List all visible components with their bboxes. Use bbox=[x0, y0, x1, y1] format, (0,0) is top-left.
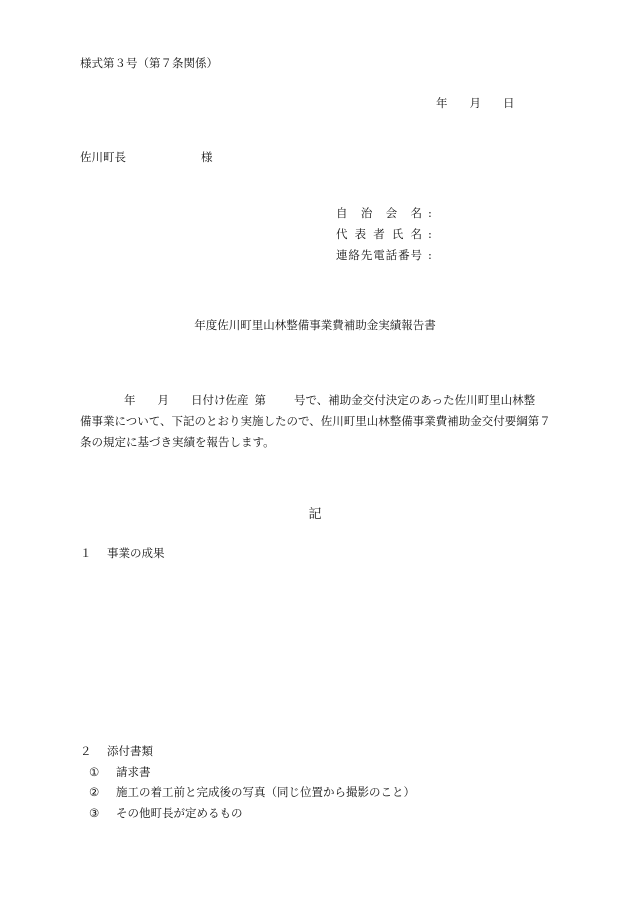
section-results bbox=[80, 548, 165, 560]
sender-row-phone bbox=[336, 250, 432, 271]
colon: : bbox=[428, 227, 432, 241]
form-number: 様式第３号（第７条関係） bbox=[80, 56, 218, 70]
sender-block bbox=[336, 208, 432, 271]
colon: : bbox=[428, 248, 432, 262]
document-title: 年度佐川町里山林整備事業費補助金実績報告書 bbox=[194, 318, 436, 332]
section-number: １ bbox=[80, 546, 92, 560]
colon: : bbox=[428, 206, 432, 220]
item-mark: ② bbox=[89, 785, 100, 799]
section-attachments bbox=[80, 746, 153, 758]
attachment-item bbox=[89, 808, 243, 820]
section-number: ２ bbox=[80, 744, 92, 758]
body-line-1: 年 月 日付け佐産 第 号で、補助金交付決定のあった佐川町里山林整 bbox=[124, 393, 536, 407]
date-line bbox=[436, 98, 515, 110]
attachment-item bbox=[89, 767, 151, 779]
item-mark: ③ bbox=[89, 806, 100, 820]
association-name-label: 自治会名 bbox=[336, 206, 422, 220]
addressee bbox=[80, 152, 213, 164]
ki-heading: 記 bbox=[308, 507, 322, 522]
sender-row-representative bbox=[336, 229, 432, 250]
representative-name-label: 代表者氏名 bbox=[336, 227, 422, 241]
attachment-item bbox=[89, 787, 415, 799]
item-text: 請求書 bbox=[116, 765, 151, 779]
sender-row-association bbox=[336, 208, 432, 229]
phone-label: 連絡先電話番号 bbox=[336, 248, 422, 262]
addressee-name: 佐川町長 bbox=[80, 150, 126, 164]
date-month: 月 bbox=[469, 96, 481, 110]
section-title: 事業の成果 bbox=[107, 546, 165, 560]
addressee-honorific: 様 bbox=[201, 150, 213, 164]
date-year: 年 bbox=[436, 96, 448, 110]
item-text: 施工の着工前と完成後の写真（同じ位置から撮影のこと） bbox=[116, 785, 415, 799]
item-mark: ① bbox=[89, 765, 100, 779]
item-text: その他町長が定めるもの bbox=[116, 806, 243, 820]
body-line-2: 備事業について、下記のとおり実施したので、佐川町里山林整備事業費補助金交付要綱第７ bbox=[80, 414, 551, 428]
body-text bbox=[80, 390, 550, 453]
date-day: 日 bbox=[503, 96, 515, 110]
section-title: 添付書類 bbox=[107, 744, 153, 758]
body-line-3: 条の規定に基づき実績を報告します。 bbox=[80, 435, 275, 449]
